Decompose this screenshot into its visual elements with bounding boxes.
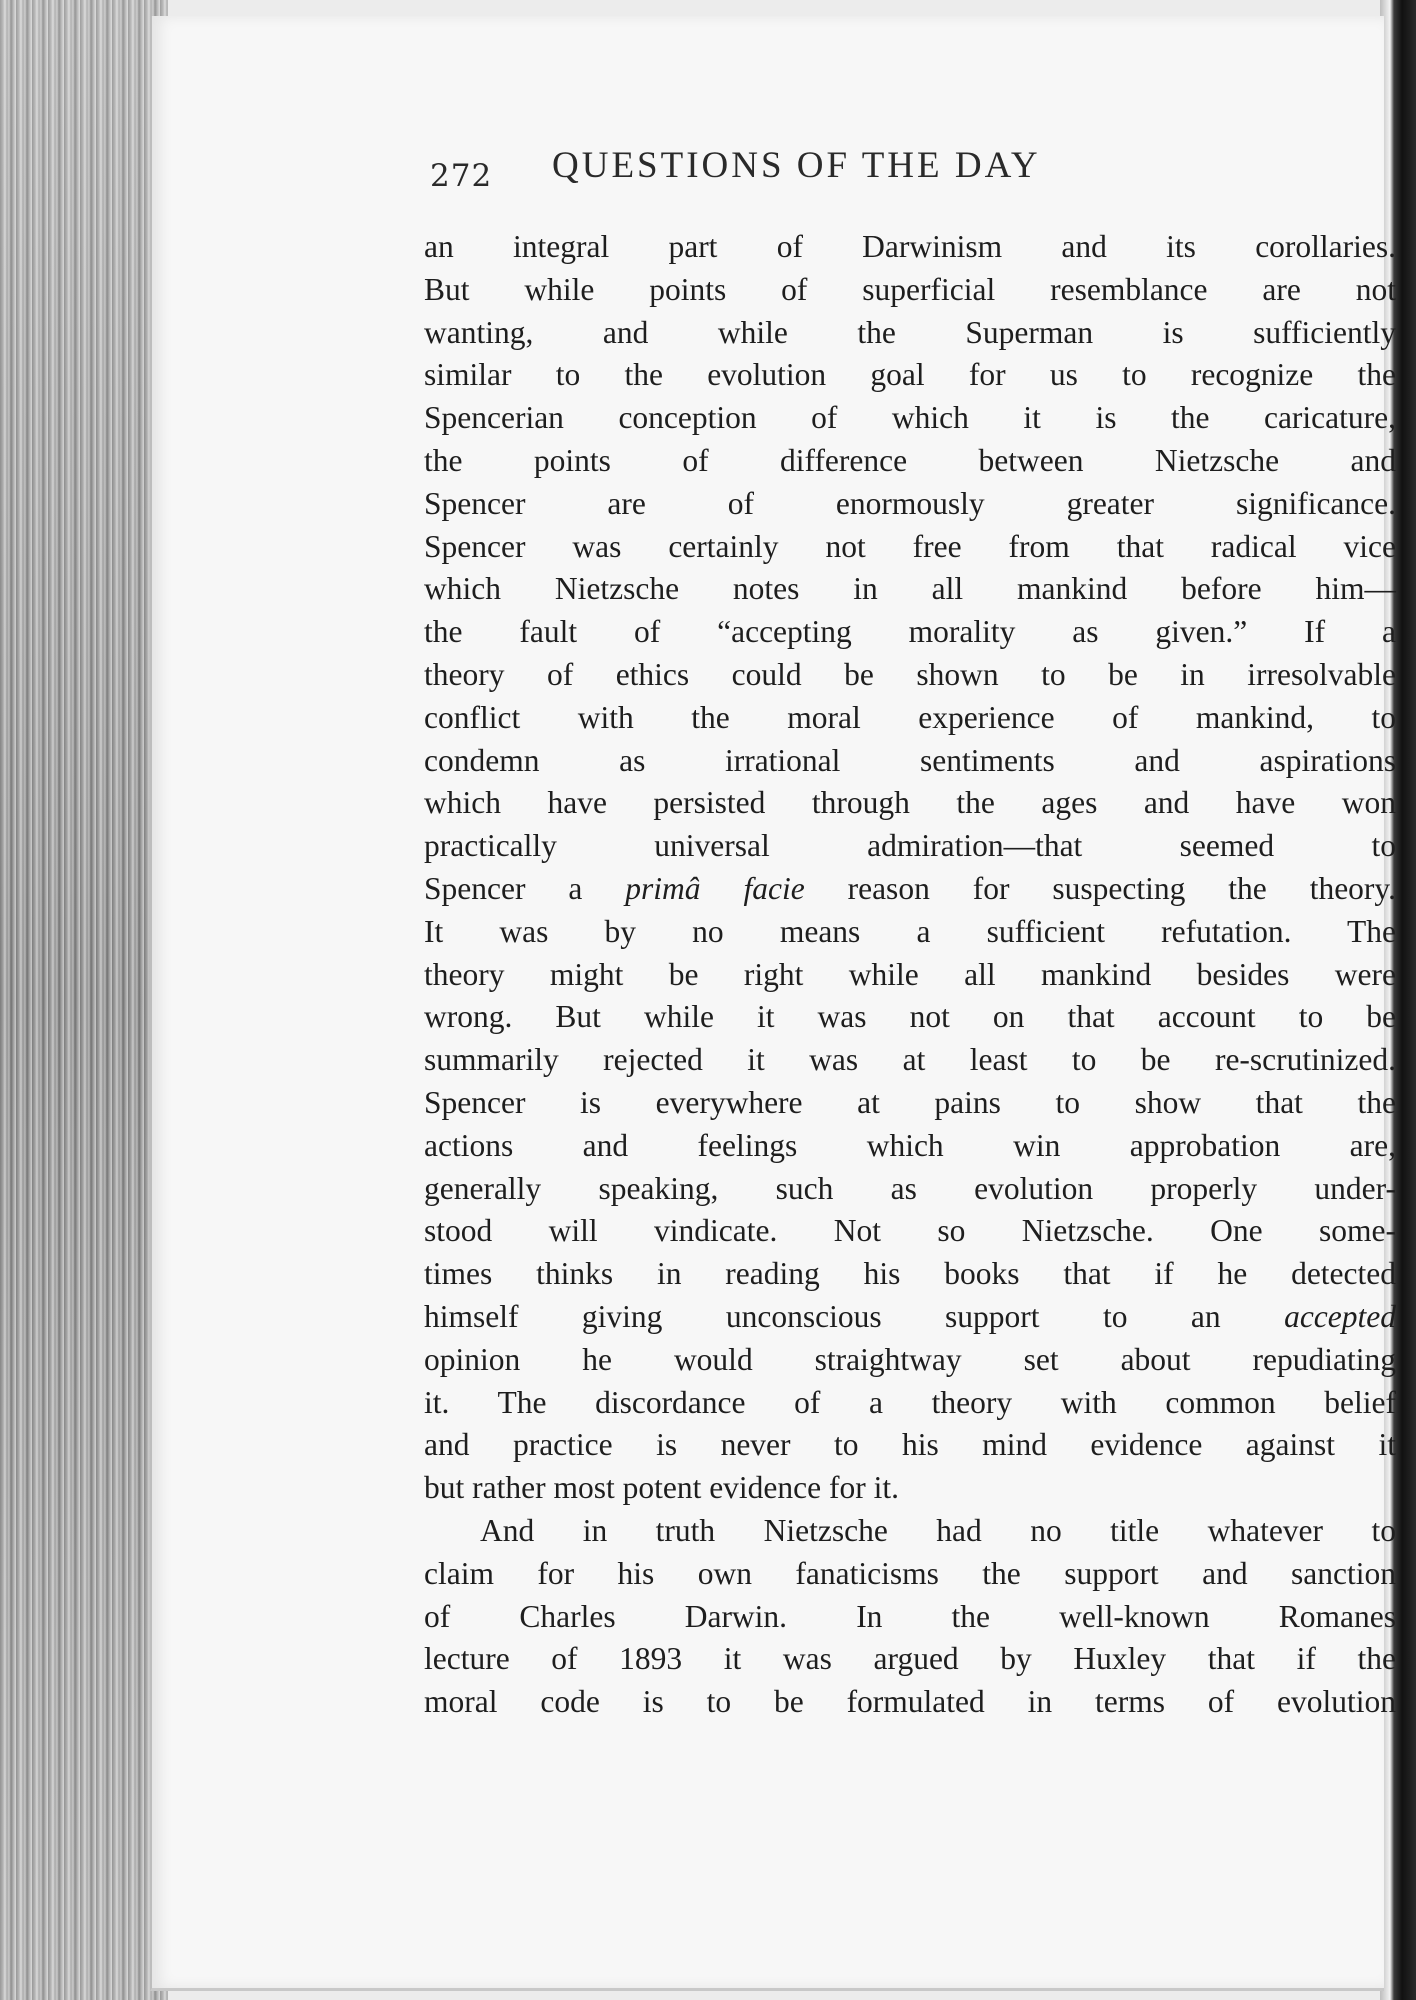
paragraph-last-line: but rather most potent evidence for it. xyxy=(424,1470,899,1506)
text-line: the fault of “accepting morality as given.” If a xyxy=(424,614,1396,650)
text-line: Spencer is everywhere at pains to show that the xyxy=(424,1084,1396,1120)
italic-phrase: accepted xyxy=(1284,1298,1396,1334)
text-line: which have persisted through the ages and have won xyxy=(424,785,1396,821)
text-line: It was by no means a sufficient refutation. The xyxy=(424,913,1396,949)
text-line: opinion he would straightway set about repudiating xyxy=(424,1341,1396,1377)
text-line-with-italic xyxy=(424,868,1396,911)
text-line: summarily rejected it was at least to be re-scrutinized. xyxy=(424,1042,1396,1078)
text-line: wanting, and while the Superman is sufficiently xyxy=(424,314,1396,350)
text-line: Spencer was certainly not free from that radical vice xyxy=(424,528,1396,564)
paragraph-first-line: And in truth Nietzsche had no title whatever to xyxy=(480,1512,1396,1548)
book-page xyxy=(150,16,1396,1991)
text-line: lecture of 1893 it was argued by Huxley that if the xyxy=(424,1641,1396,1677)
text-line: Spencer are of enormously greater significance. xyxy=(424,485,1396,521)
page-number: 272 xyxy=(430,158,493,194)
text-line: times thinks in reading his books that if he detected xyxy=(424,1256,1396,1292)
text-line: which Nietzsche notes in all mankind before him— xyxy=(424,571,1396,607)
text-line: actions and feelings which win approbation are, xyxy=(424,1127,1396,1163)
text-line: similar to the evolution goal for us to recognize the xyxy=(424,357,1396,393)
text-line: But while points of superficial resemblance are not xyxy=(424,271,1396,307)
italic-phrase: primâ facie xyxy=(625,870,805,906)
text-line: theory of ethics could be shown to be in irresolvable xyxy=(424,656,1396,692)
text-segment: reason for suspecting the theory. xyxy=(804,870,1396,906)
text-segment: himself giving unconscious support to an xyxy=(424,1298,1285,1334)
text-line: of Charles Darwin. In the well-known Romanes xyxy=(424,1598,1396,1634)
page-edges xyxy=(0,0,168,2000)
text-line: the points of difference between Nietzsche and xyxy=(424,442,1396,478)
text-line: an integral part of Darwinism and its corollaries. xyxy=(424,229,1396,264)
body-text xyxy=(424,226,1396,1724)
text-line: moral code is to be formulated in terms of evolution xyxy=(424,1684,1396,1720)
text-line: Spencerian conception of which it is the caricature, xyxy=(424,400,1396,436)
text-line: and practice is never to his mind evidence against it xyxy=(424,1427,1396,1463)
text-line: claim for his own fanaticisms the support and sanction xyxy=(424,1555,1396,1591)
text-line-with-italic xyxy=(424,1296,1396,1339)
page-header xyxy=(430,144,1270,204)
text-line: practically universal admiration—that seemed to xyxy=(424,828,1396,864)
text-line: stood will vindicate. Not so Nietzsche. One some- xyxy=(424,1213,1396,1249)
text-line: conflict with the moral experience of mankind, to xyxy=(424,699,1396,735)
text-line: generally speaking, such as evolution properly under- xyxy=(424,1170,1396,1206)
text-segment: Spencer a xyxy=(424,870,626,906)
text-line: condemn as irrational sentiments and aspirations xyxy=(424,742,1396,778)
running-head: QUESTIONS OF THE DAY xyxy=(552,145,1041,186)
text-line: wrong. But while it was not on that account to be xyxy=(424,999,1396,1035)
text-line: theory might be right while all mankind besides were xyxy=(424,956,1396,992)
text-line: it. The discordance of a theory with common belief xyxy=(424,1384,1396,1420)
